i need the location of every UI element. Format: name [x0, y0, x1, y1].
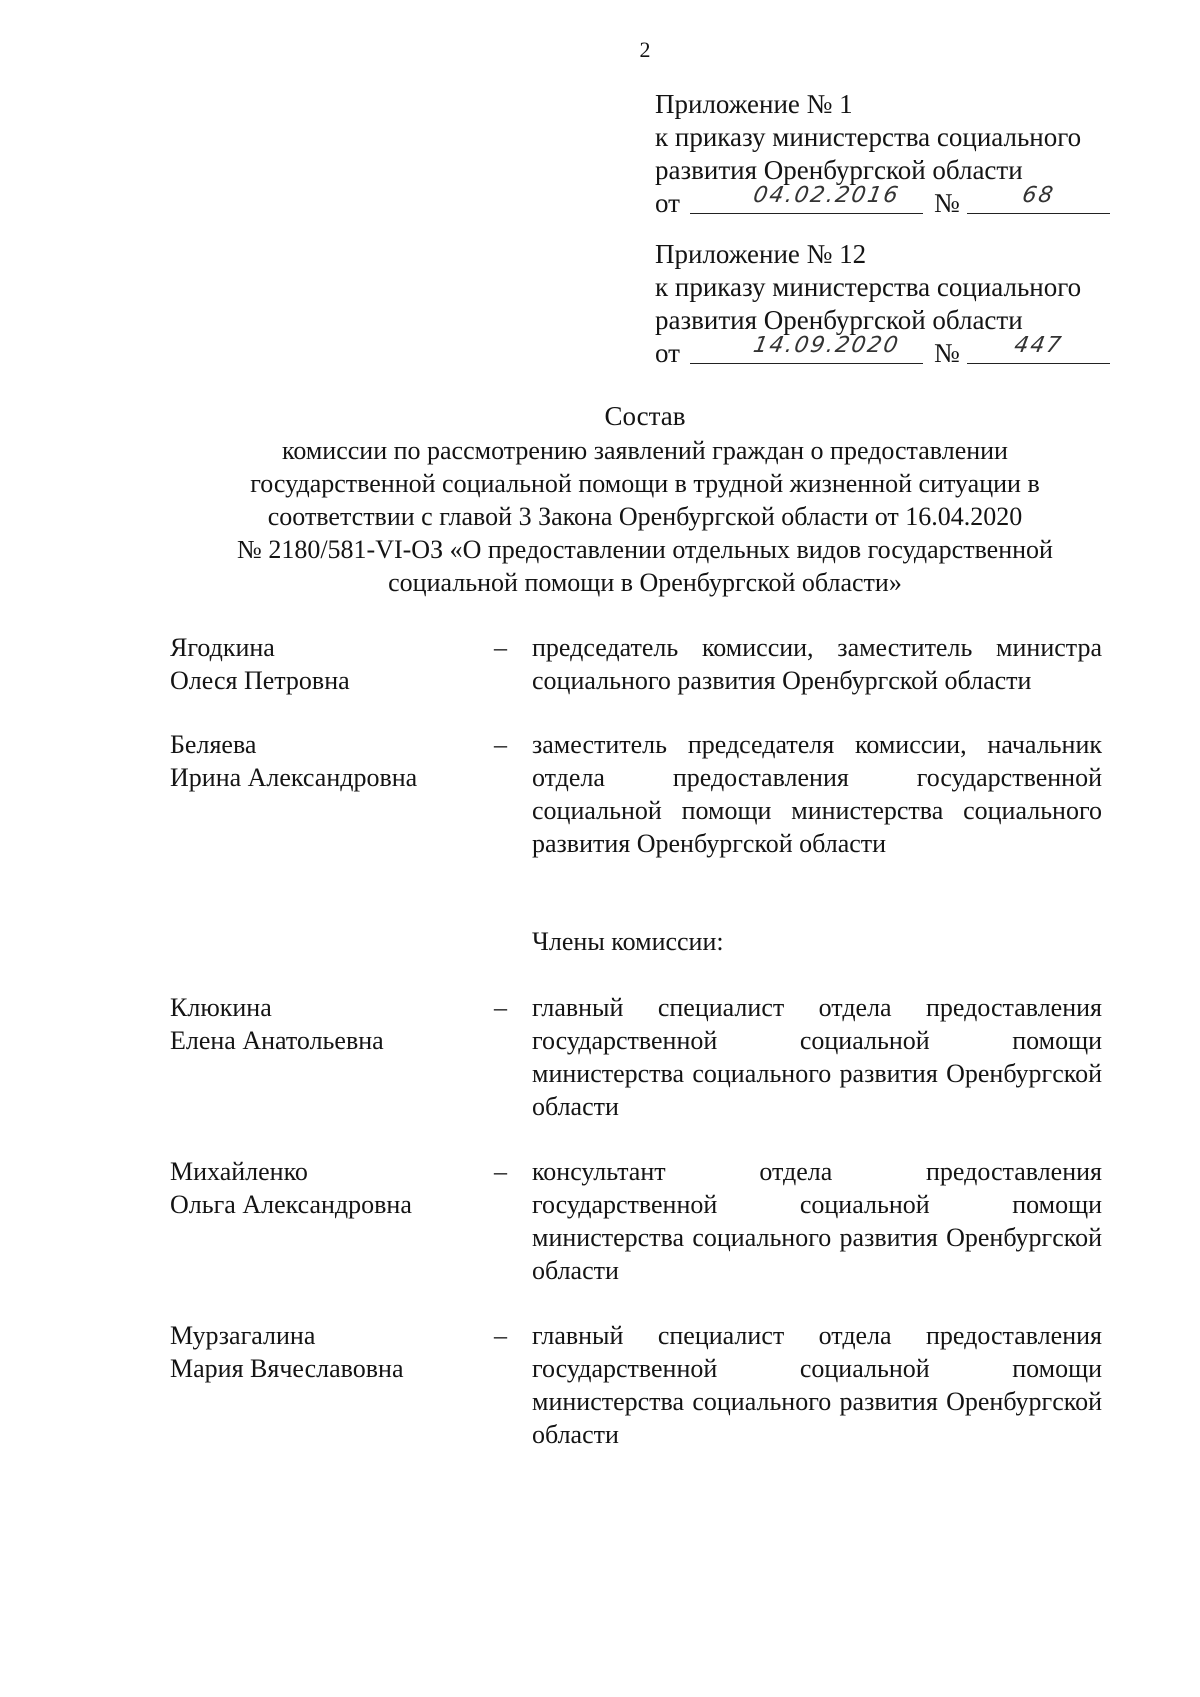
appendix-1-line1: к приказу министерства социального [655, 122, 1082, 152]
member-role: главный специалист отдела предоставления государственной социальной помощи министерства социального развития Оренбургской области [532, 993, 1102, 1121]
number-underline [967, 333, 1110, 364]
heading-line: социальной помощи в Оренбургской области» [388, 568, 902, 597]
number-underline [967, 183, 1110, 214]
appendix-12-block [655, 238, 1110, 370]
date-prefix: от [655, 338, 680, 368]
member-surname: Клюкина [170, 993, 272, 1022]
member-surname: Ягодкина [170, 633, 275, 662]
member-role: заместитель председателя комиссии, начальник отдела предоставления государственной социальной помощи министерства социального развития Оренбургской области [532, 730, 1102, 858]
handwritten-date: 14.09.2020 [751, 333, 902, 358]
member-dash: – [494, 633, 507, 662]
members-section-label: Члены комиссии: [532, 927, 724, 956]
handwritten-date: 04.02.2016 [751, 183, 902, 208]
appendix-12-line2: развития Оренбургской области [655, 305, 1023, 335]
handwritten-number: 447 [1012, 333, 1065, 358]
appendix-12-date-line [655, 333, 1110, 370]
member-given-name: Ольга Александровна [170, 1190, 412, 1219]
heading-line: № 2180/581-VI-ОЗ «О предоставлении отдельных видов государственной [237, 535, 1053, 564]
member-given-name: Ирина Александровна [170, 763, 418, 792]
member-name [170, 1155, 470, 1221]
member-name [170, 1319, 470, 1385]
appendix-12-title: Приложение № 12 [655, 239, 867, 269]
heading-title: Состав [604, 401, 686, 431]
heading-line: соответствии с главой 3 Закона Оренбургской области от 16.04.2020 [267, 502, 1023, 531]
member-dash: – [494, 1157, 507, 1186]
heading-line: государственной социальной помощи в трудной жизненной ситуации в [250, 469, 1040, 498]
member-surname: Мурзагалина [170, 1321, 316, 1350]
appendix-1-date-line [655, 183, 1110, 220]
member-role: главный специалист отдела предоставления государственной социальной помощи министерства социального развития Оренбургской области [532, 1321, 1102, 1449]
member-given-name: Мария Вячеславовна [170, 1354, 404, 1383]
member-role: консультант отдела предоставления государственной социальной помощи министерства социального развития Оренбургской области [532, 1157, 1102, 1285]
number-prefix: № [934, 188, 960, 218]
date-underline [690, 183, 923, 214]
appendix-1-block [655, 88, 1110, 220]
member-name [170, 631, 470, 697]
handwritten-number: 68 [1020, 183, 1057, 208]
document-heading [190, 400, 1100, 599]
heading-line: комиссии по рассмотрению заявлений граждан о предоставлении [282, 436, 1008, 465]
number-prefix: № [934, 338, 960, 368]
member-surname: Беляева [170, 730, 257, 759]
member-dash: – [494, 1321, 507, 1350]
member-name [170, 728, 470, 794]
member-dash: – [494, 730, 507, 759]
member-given-name: Елена Анатольевна [170, 1026, 384, 1055]
member-surname: Михайленко [170, 1157, 308, 1186]
date-prefix: от [655, 188, 680, 218]
member-given-name: Олеся Петровна [170, 666, 350, 695]
page-number: 2 [639, 37, 651, 62]
member-dash: – [494, 993, 507, 1022]
date-underline [690, 333, 923, 364]
appendix-1-line2: развития Оренбургской области [655, 155, 1023, 185]
member-role: председатель комиссии, заместитель министра социального развития Оренбургской области [532, 633, 1102, 695]
appendix-1-title: Приложение № 1 [655, 89, 853, 119]
appendix-12-line1: к приказу министерства социального [655, 272, 1082, 302]
member-name [170, 991, 470, 1057]
